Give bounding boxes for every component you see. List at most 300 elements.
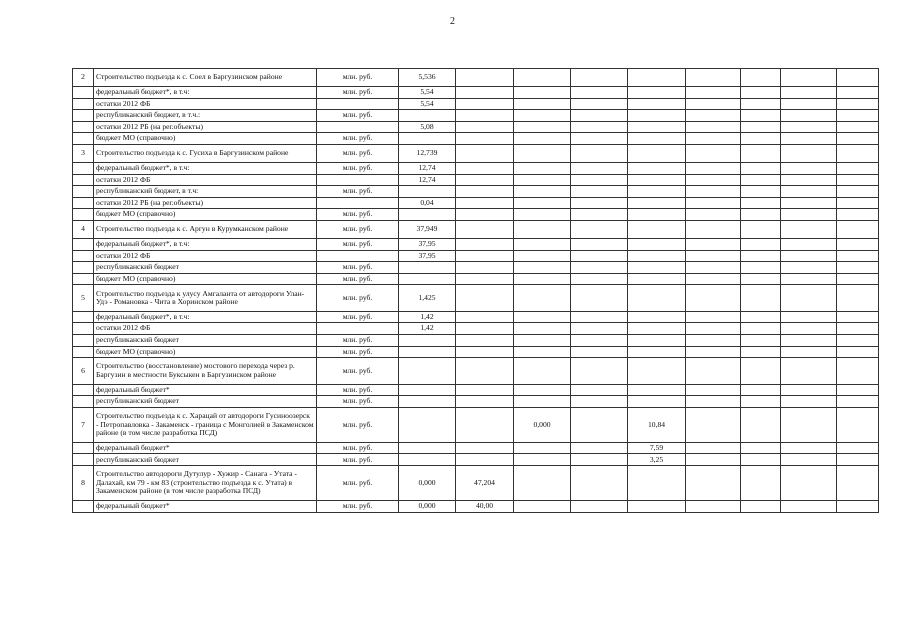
- row-value: 47,204: [456, 466, 514, 501]
- row-value: [741, 273, 781, 285]
- row-value: [781, 250, 837, 262]
- row-value: [781, 346, 837, 358]
- row-value: [514, 174, 571, 186]
- row-name: республиканский бюджет: [94, 396, 317, 408]
- row-unit: млн. руб.: [317, 69, 399, 87]
- row-name: Строительство автодороги Дутулур - Хужир - Санага - Утата - Далахай, км 79 - км 83 (строительство подъезда к с. Утата) в Закаменском районе (в том числе разработка ПСД): [94, 466, 317, 501]
- table-row: [73, 98, 879, 110]
- row-value: [741, 285, 781, 312]
- row-value: [781, 209, 837, 221]
- row-value: [686, 220, 741, 238]
- row-number: [73, 384, 94, 396]
- row-value: [686, 174, 741, 186]
- row-value: [628, 174, 686, 186]
- row-value: [628, 501, 686, 513]
- row-value: [781, 285, 837, 312]
- row-value: [686, 69, 741, 87]
- page-number: 2: [450, 16, 455, 27]
- row-value: [456, 133, 514, 145]
- row-value: [456, 384, 514, 396]
- row-number: 2: [73, 69, 94, 87]
- row-value: [571, 69, 628, 87]
- row-value: [781, 69, 837, 87]
- row-name: федеральный бюджет*, в т.ч:: [94, 87, 317, 99]
- row-value: 1,42: [399, 323, 456, 335]
- table-row: [73, 87, 879, 99]
- row-value: [571, 323, 628, 335]
- row-value: [741, 384, 781, 396]
- row-value: [628, 384, 686, 396]
- row-unit: млн. руб.: [317, 466, 399, 501]
- row-value: [399, 110, 456, 122]
- row-value: [628, 87, 686, 99]
- row-value: [456, 346, 514, 358]
- row-value: [741, 197, 781, 209]
- row-value: [571, 384, 628, 396]
- row-value: [781, 454, 837, 466]
- row-value: [514, 273, 571, 285]
- row-value: [628, 250, 686, 262]
- row-number: [73, 273, 94, 285]
- row-value: [837, 501, 879, 513]
- table-row-item: [73, 69, 879, 87]
- table-row-item: [73, 358, 879, 385]
- row-value: [571, 358, 628, 385]
- row-value: [837, 323, 879, 335]
- row-value: [571, 466, 628, 501]
- row-value: [837, 209, 879, 221]
- row-value: [456, 273, 514, 285]
- row-value: [514, 396, 571, 408]
- row-value: [456, 442, 514, 454]
- row-value: [399, 407, 456, 442]
- row-value: [628, 121, 686, 133]
- row-value: [781, 174, 837, 186]
- row-value: [741, 454, 781, 466]
- row-unit: млн. руб.: [317, 285, 399, 312]
- row-number: [73, 121, 94, 133]
- row-value: [399, 454, 456, 466]
- row-value: [514, 121, 571, 133]
- row-name: остатки 2012 ФБ: [94, 98, 317, 110]
- row-value: [571, 98, 628, 110]
- row-value: [571, 174, 628, 186]
- row-number: [73, 197, 94, 209]
- row-unit: млн. руб.: [317, 144, 399, 162]
- row-value: [837, 250, 879, 262]
- row-value: 5,54: [399, 87, 456, 99]
- row-value: [514, 346, 571, 358]
- row-value: [456, 121, 514, 133]
- row-value: [628, 69, 686, 87]
- row-name: Строительство (восстановление) мостового перехода через р. Баргузин в местности Буксыкен в Баргузинском районе: [94, 358, 317, 385]
- row-value: [686, 346, 741, 358]
- row-value: [781, 197, 837, 209]
- row-value: [514, 442, 571, 454]
- row-value: [628, 262, 686, 274]
- row-value: [686, 98, 741, 110]
- row-value: 5,08: [399, 121, 456, 133]
- row-value: [781, 501, 837, 513]
- row-number: [73, 209, 94, 221]
- row-value: [686, 250, 741, 262]
- row-value: [781, 311, 837, 323]
- table-row: [73, 162, 879, 174]
- row-value: [514, 133, 571, 145]
- table-body: [73, 69, 879, 513]
- row-value: [837, 87, 879, 99]
- row-unit: млн. руб.: [317, 209, 399, 221]
- row-value: [686, 186, 741, 198]
- row-unit: млн. руб.: [317, 442, 399, 454]
- row-value: [514, 69, 571, 87]
- row-value: [571, 186, 628, 198]
- row-value: [628, 346, 686, 358]
- row-value: [456, 311, 514, 323]
- row-value: [399, 384, 456, 396]
- row-value: [781, 186, 837, 198]
- row-unit: млн. руб.: [317, 358, 399, 385]
- row-value: [741, 346, 781, 358]
- table-row: [73, 262, 879, 274]
- row-value: [837, 358, 879, 385]
- row-value: [741, 110, 781, 122]
- row-number: 3: [73, 144, 94, 162]
- row-value: 40,00: [456, 501, 514, 513]
- row-value: [456, 238, 514, 250]
- row-name: Строительство подъезда к с. Гусиха в Баргузинском районе: [94, 144, 317, 162]
- row-value: [571, 501, 628, 513]
- row-value: [837, 407, 879, 442]
- row-number: [73, 323, 94, 335]
- row-value: [514, 466, 571, 501]
- row-number: 8: [73, 466, 94, 501]
- table-row: [73, 209, 879, 221]
- row-value: [686, 133, 741, 145]
- row-value: 12,74: [399, 162, 456, 174]
- row-unit: млн. руб.: [317, 162, 399, 174]
- row-number: [73, 98, 94, 110]
- row-value: [741, 250, 781, 262]
- row-value: [456, 250, 514, 262]
- row-name: республиканский бюджет, в т.ч.:: [94, 110, 317, 122]
- row-value: [741, 442, 781, 454]
- row-value: [686, 144, 741, 162]
- row-unit: млн. руб.: [317, 186, 399, 198]
- row-value: [837, 144, 879, 162]
- row-value: [456, 174, 514, 186]
- table-row: [73, 250, 879, 262]
- row-name: республиканский бюджет: [94, 335, 317, 347]
- row-value: [781, 335, 837, 347]
- row-name: федеральный бюджет*, в т.ч:: [94, 238, 317, 250]
- row-value: [741, 323, 781, 335]
- table-row: [73, 346, 879, 358]
- table-row: [73, 110, 879, 122]
- row-number: [73, 346, 94, 358]
- row-name: федеральный бюджет*: [94, 442, 317, 454]
- row-value: [514, 323, 571, 335]
- table-row-item: [73, 285, 879, 312]
- row-value: [781, 238, 837, 250]
- row-number: [73, 250, 94, 262]
- row-value: [741, 220, 781, 238]
- row-unit: млн. руб.: [317, 238, 399, 250]
- row-value: [514, 335, 571, 347]
- row-unit: млн. руб.: [317, 501, 399, 513]
- row-unit: млн. руб.: [317, 262, 399, 274]
- row-value: [514, 384, 571, 396]
- table-row: [73, 323, 879, 335]
- row-value: [837, 466, 879, 501]
- row-value: [514, 87, 571, 99]
- row-value: [456, 209, 514, 221]
- row-value: 1,425: [399, 285, 456, 312]
- row-value: [781, 466, 837, 501]
- table-row-item: [73, 407, 879, 442]
- row-value: [571, 110, 628, 122]
- row-value: [514, 186, 571, 198]
- row-name: республиканский бюджет: [94, 262, 317, 274]
- row-value: [837, 186, 879, 198]
- row-value: [456, 262, 514, 274]
- row-value: [837, 238, 879, 250]
- row-number: [73, 454, 94, 466]
- table-row: [73, 133, 879, 145]
- row-value: [514, 262, 571, 274]
- row-value: 5,536: [399, 69, 456, 87]
- row-value: [781, 162, 837, 174]
- table-row: [73, 238, 879, 250]
- row-value: [571, 454, 628, 466]
- row-value: [571, 273, 628, 285]
- row-value: [514, 358, 571, 385]
- row-value: [781, 133, 837, 145]
- row-value: [837, 197, 879, 209]
- row-value: [571, 162, 628, 174]
- row-value: 5,54: [399, 98, 456, 110]
- row-unit: млн. руб.: [317, 110, 399, 122]
- row-unit: [317, 98, 399, 110]
- row-value: [456, 98, 514, 110]
- row-value: [837, 346, 879, 358]
- row-value: [686, 335, 741, 347]
- row-number: [73, 174, 94, 186]
- row-value: [456, 197, 514, 209]
- row-value: [741, 121, 781, 133]
- row-value: [399, 442, 456, 454]
- row-value: [837, 121, 879, 133]
- row-number: [73, 162, 94, 174]
- row-name: Строительство подъезда к улусу Амгаланта от автодороги Улан-Удэ - Романовка - Чита в Хоринском районе: [94, 285, 317, 312]
- row-value: [571, 396, 628, 408]
- row-value: 7,59: [628, 442, 686, 454]
- row-number: [73, 238, 94, 250]
- row-value: [514, 162, 571, 174]
- row-value: [837, 174, 879, 186]
- row-name: республиканский бюджет: [94, 454, 317, 466]
- row-value: [628, 209, 686, 221]
- row-name: остатки 2012 РБ (на рег.объекты): [94, 121, 317, 133]
- row-value: [781, 220, 837, 238]
- row-unit: млн. руб.: [317, 346, 399, 358]
- row-value: [686, 501, 741, 513]
- row-value: [456, 186, 514, 198]
- row-value: [686, 197, 741, 209]
- row-value: 37,95: [399, 238, 456, 250]
- row-value: [686, 238, 741, 250]
- row-value: [741, 162, 781, 174]
- row-value: [514, 98, 571, 110]
- row-value: [399, 335, 456, 347]
- row-value: 0,000: [399, 501, 456, 513]
- row-value: [628, 238, 686, 250]
- row-value: [741, 407, 781, 442]
- row-value: [781, 323, 837, 335]
- row-value: [781, 110, 837, 122]
- row-value: [781, 384, 837, 396]
- row-value: [514, 501, 571, 513]
- row-value: [456, 358, 514, 385]
- row-value: [686, 396, 741, 408]
- row-value: [399, 186, 456, 198]
- row-value: 0,000: [399, 466, 456, 501]
- row-value: [399, 346, 456, 358]
- row-unit: млн. руб.: [317, 87, 399, 99]
- row-value: [837, 133, 879, 145]
- row-number: [73, 396, 94, 408]
- row-value: [781, 358, 837, 385]
- row-name: остатки 2012 ФБ: [94, 174, 317, 186]
- row-name: бюджет МО (справочно): [94, 273, 317, 285]
- row-value: [456, 69, 514, 87]
- row-value: [741, 311, 781, 323]
- row-value: [628, 323, 686, 335]
- row-value: [781, 121, 837, 133]
- row-value: [456, 110, 514, 122]
- row-value: [781, 87, 837, 99]
- row-value: [571, 209, 628, 221]
- table-row: [73, 442, 879, 454]
- row-value: [686, 311, 741, 323]
- row-value: [741, 144, 781, 162]
- row-value: [628, 358, 686, 385]
- row-value: [571, 442, 628, 454]
- row-value: [837, 454, 879, 466]
- row-value: [571, 87, 628, 99]
- row-value: [571, 285, 628, 312]
- row-name: остатки 2012 РБ (на рег.объекты): [94, 197, 317, 209]
- row-value: [837, 311, 879, 323]
- row-value: [628, 186, 686, 198]
- row-value: [741, 87, 781, 99]
- row-value: [628, 197, 686, 209]
- row-value: [571, 407, 628, 442]
- row-number: 4: [73, 220, 94, 238]
- row-value: [514, 238, 571, 250]
- row-value: [456, 396, 514, 408]
- row-value: [514, 220, 571, 238]
- row-value: [628, 144, 686, 162]
- row-value: [837, 98, 879, 110]
- row-value: [741, 209, 781, 221]
- row-name: остатки 2012 ФБ: [94, 250, 317, 262]
- row-name: остатки 2012 ФБ: [94, 323, 317, 335]
- row-value: [741, 133, 781, 145]
- row-value: [686, 285, 741, 312]
- row-value: [741, 358, 781, 385]
- row-number: [73, 110, 94, 122]
- row-value: [456, 285, 514, 312]
- row-value: [686, 466, 741, 501]
- table-row: [73, 186, 879, 198]
- row-value: [686, 358, 741, 385]
- row-value: 1,42: [399, 311, 456, 323]
- table-row: [73, 501, 879, 513]
- row-unit: млн. руб.: [317, 396, 399, 408]
- row-value: [456, 335, 514, 347]
- row-value: [686, 407, 741, 442]
- row-value: [514, 144, 571, 162]
- row-value: [686, 209, 741, 221]
- row-value: [628, 273, 686, 285]
- row-name: республиканский бюджет, в т.ч:: [94, 186, 317, 198]
- row-value: [741, 238, 781, 250]
- row-value: 37,95: [399, 250, 456, 262]
- table-row-item: [73, 220, 879, 238]
- row-value: 10,84: [628, 407, 686, 442]
- row-value: [781, 407, 837, 442]
- row-unit: млн. руб.: [317, 407, 399, 442]
- row-name: Строительство подъезда к с. Аргун в Курумканском районе: [94, 220, 317, 238]
- row-number: [73, 133, 94, 145]
- row-unit: [317, 174, 399, 186]
- table-row: [73, 454, 879, 466]
- row-value: [837, 110, 879, 122]
- table-row: [73, 174, 879, 186]
- row-value: [741, 174, 781, 186]
- row-value: [837, 69, 879, 87]
- row-value: [686, 121, 741, 133]
- row-value: [571, 262, 628, 274]
- row-name: федеральный бюджет*, в т.ч:: [94, 311, 317, 323]
- row-value: [741, 396, 781, 408]
- row-value: [399, 262, 456, 274]
- row-value: [837, 220, 879, 238]
- row-value: [686, 442, 741, 454]
- row-value: [781, 262, 837, 274]
- row-value: 12,74: [399, 174, 456, 186]
- row-value: [514, 285, 571, 312]
- row-value: [456, 220, 514, 238]
- row-value: [571, 311, 628, 323]
- row-value: [781, 98, 837, 110]
- row-value: [686, 162, 741, 174]
- row-value: [571, 250, 628, 262]
- row-name: бюджет МО (справочно): [94, 346, 317, 358]
- row-value: [399, 273, 456, 285]
- table-row: [73, 273, 879, 285]
- row-value: [514, 197, 571, 209]
- table-row: [73, 311, 879, 323]
- table-row-item: [73, 466, 879, 501]
- row-value: 3,25: [628, 454, 686, 466]
- row-value: [686, 323, 741, 335]
- row-name: бюджет МО (справочно): [94, 133, 317, 145]
- row-value: [514, 311, 571, 323]
- row-value: [399, 358, 456, 385]
- table-row-item: [73, 144, 879, 162]
